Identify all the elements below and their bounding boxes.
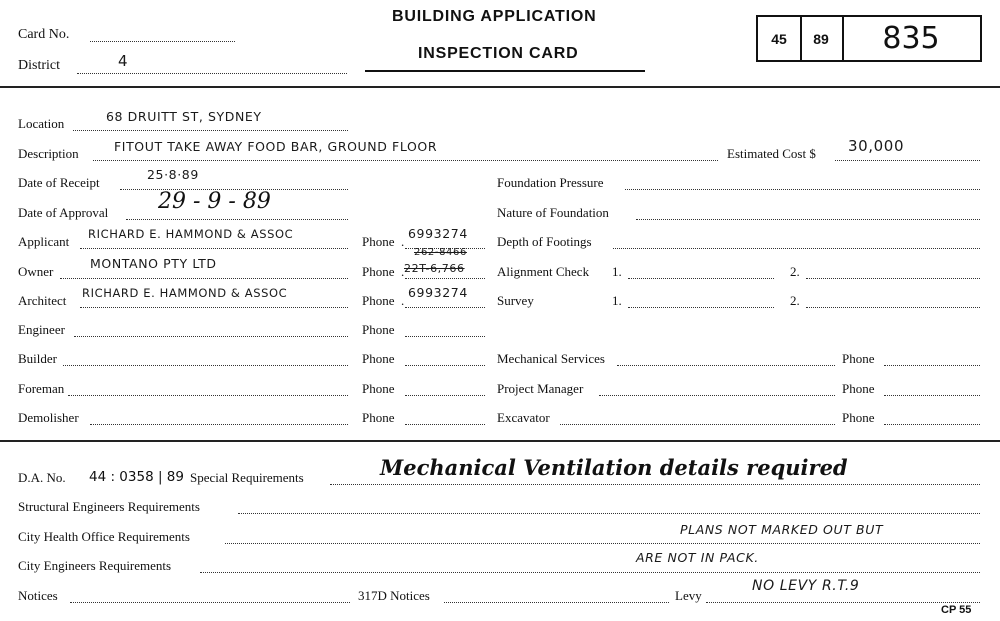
da-no-value: 44 : 0358 | 89 [89, 469, 184, 485]
engineer-phone-line [405, 336, 485, 337]
survey-label: Survey [497, 293, 534, 308]
approval-line [126, 219, 348, 220]
project-manager-phone-line [884, 395, 980, 396]
foreman-line [68, 395, 348, 396]
owner-phone: 22T-6,766 [404, 262, 465, 275]
owner-line [60, 278, 348, 279]
survey-two-label: 2. [790, 293, 800, 308]
levy-value: NO LEVY R.T.9 [752, 578, 860, 594]
card-no-line [90, 41, 235, 42]
district-value: 4 [118, 52, 129, 70]
foreman-label: Foreman [18, 381, 65, 396]
architect-line [80, 307, 348, 308]
city-engineers-label: City Engineers Requirements [18, 558, 172, 573]
location-line [73, 130, 348, 131]
mechanical-phone-line [884, 365, 980, 366]
title-line-2: INSPECTION CARD [418, 45, 579, 62]
description-line [93, 160, 718, 161]
excavator-phone-label: Phone [842, 410, 875, 425]
notices-label: Notices [18, 588, 58, 603]
title-underline [365, 70, 645, 72]
alignment-one-label: 1. [612, 264, 622, 279]
depth-footings-line [613, 248, 980, 249]
health-label: City Health Office Requirements [18, 529, 190, 544]
form-code: CP 55 [941, 604, 972, 616]
architect-phone-label: Phone [362, 293, 395, 308]
owner-phone-label: Phone [362, 264, 395, 279]
applicant-value: RICHARD E. HAMMOND & ASSOC [88, 227, 294, 241]
survey-one-label: 1. [612, 293, 622, 308]
depth-footings-label: Depth of Footings [497, 234, 592, 249]
demolisher-phone-label: Phone [362, 410, 395, 425]
excavator-phone-line [884, 424, 980, 425]
notices-317d-line [444, 602, 669, 603]
description-value: FITOUT TAKE AWAY FOOD BAR, GROUND FLOOR [114, 139, 438, 154]
applicant-phone-label: Phone [362, 234, 395, 249]
alignment-one-line [628, 278, 774, 279]
engineer-line [74, 336, 348, 337]
engineer-label: Engineer [18, 322, 65, 337]
approval-value: 29 - 9 - 89 [158, 189, 271, 214]
builder-phone-line [405, 365, 485, 366]
engineer-phone-label: Phone [362, 322, 395, 337]
alignment-check-label: Alignment Check [497, 264, 590, 279]
nature-foundation-label: Nature of Foundation [497, 205, 609, 220]
project-manager-phone-label: Phone [842, 381, 875, 396]
estimated-cost-label: Estimated Cost $ [727, 146, 816, 161]
card-no-label: Card No. [18, 27, 70, 42]
card-number: 835 [882, 21, 940, 56]
survey-two-line [806, 307, 980, 308]
excavator-line [560, 424, 835, 425]
special-requirements-label: Special Requirements [190, 470, 304, 485]
applicant-label: Applicant [18, 234, 70, 249]
special-requirements-value: Mechanical Ventilation details required [380, 455, 848, 480]
architect-phone-dot: . [401, 293, 405, 308]
architect-value: RICHARD E. HAMMOND & ASSOC [82, 286, 288, 300]
owner-phone-dot: . [401, 264, 405, 279]
owner-phone-line [405, 278, 485, 279]
box-b: 89 [800, 17, 844, 60]
foreman-phone-line [405, 395, 485, 396]
applicant-phone-dot: . [401, 234, 405, 249]
card-number-box [756, 15, 982, 62]
demolisher-phone-line [405, 424, 485, 425]
description-label: Description [18, 146, 79, 161]
district-line [77, 73, 347, 74]
levy-line [706, 602, 980, 603]
builder-phone-label: Phone [362, 351, 395, 366]
estimated-cost-value: 30,000 [848, 137, 905, 155]
header-divider [0, 86, 1000, 88]
applicant-phone: 6993274 [408, 226, 468, 241]
owner-label: Owner [18, 264, 54, 279]
receipt-value: 25·8·89 [147, 167, 199, 182]
mechanical-line [617, 365, 835, 366]
alignment-two-line [806, 278, 980, 279]
mechanical-phone-label: Phone [842, 351, 875, 366]
receipt-label: Date of Receipt [18, 175, 100, 190]
notices-line [70, 602, 350, 603]
structural-line [238, 513, 980, 514]
demolisher-line [90, 424, 348, 425]
survey-one-line [628, 307, 774, 308]
estimated-cost-line [835, 160, 980, 161]
title-line-1: BUILDING APPLICATION [392, 8, 597, 25]
architect-label: Architect [18, 293, 67, 308]
location-label: Location [18, 116, 65, 131]
mechanical-label: Mechanical Services [497, 351, 605, 366]
foundation-pressure-line [625, 189, 980, 190]
project-manager-label: Project Manager [497, 381, 584, 396]
city-engineers-line [200, 572, 980, 573]
notices-317d-label: 317D Notices [358, 588, 430, 603]
section-divider [0, 440, 1000, 442]
demolisher-label: Demolisher [18, 410, 79, 425]
applicant-line [80, 248, 348, 249]
da-no-label: D.A. No. [18, 470, 66, 485]
project-manager-line [599, 395, 835, 396]
alignment-two-label: 2. [790, 264, 800, 279]
box-a: 45 [758, 17, 802, 60]
approval-label: Date of Approval [18, 205, 109, 220]
nature-foundation-line [636, 219, 980, 220]
owner-value: MONTANO PTY LTD [90, 256, 217, 271]
city-engineers-value: ARE NOT IN PACK. [636, 550, 759, 565]
levy-label: Levy [675, 588, 702, 603]
foreman-phone-label: Phone [362, 381, 395, 396]
health-line [225, 543, 980, 544]
district-label: District [18, 58, 60, 73]
structural-label: Structural Engineers Requirements [18, 499, 200, 514]
architect-phone: 6993274 [408, 285, 468, 300]
owner-phone-struck: 262-8466 [414, 247, 467, 258]
foundation-pressure-label: Foundation Pressure [497, 175, 604, 190]
location-value: 68 DRUITT ST, SYDNEY [106, 109, 262, 124]
builder-label: Builder [18, 351, 57, 366]
architect-phone-line [405, 307, 485, 308]
special-requirements-line [330, 484, 980, 485]
excavator-label: Excavator [497, 410, 550, 425]
health-value: PLANS NOT MARKED OUT BUT [680, 522, 884, 537]
builder-line [63, 365, 348, 366]
